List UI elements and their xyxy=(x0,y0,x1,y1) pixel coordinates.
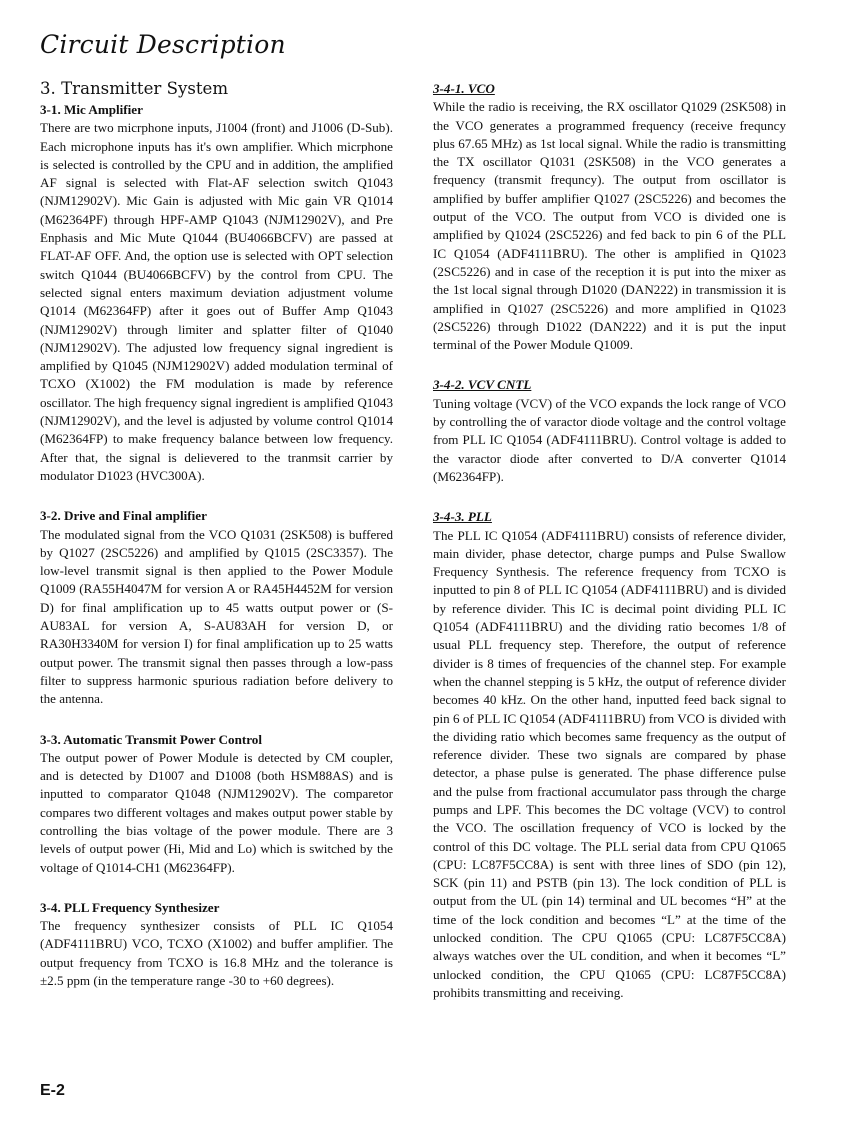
drive-final-amplifier-text: The modulated signal from the VCO Q1031 (2SK508) is buffered by Q1027 (2SC5226) and amplified by Q1015 (2SC3357). The low-level transmit signal is then applied to the Power Module Q1009 (RA55H4047M for version A or RA45H4452M for version D) for final amplification up to 45 watts output power or (S-AU83AL for version A, S-AU83AH for version D, or RA30H3340M for version I) for final amplification up to 25 watts output power. The transmit signal then passes through a low-pass filter to suppress harmonic spurious radiation before delivery to the antenna. xyxy=(40,526,393,707)
left-column xyxy=(40,78,393,990)
power-control-text: The output power of Power Module is detected by CM coupler, and is detected by D1007 and D1008 (both HSM88AS) and is inputted to comparator Q1048 (NJM12902V). The comparetor compares two different voltages and makes output power stable by controlling the bias voltage of the power module. There are 3 levels of output power (Hi, Mid and Lo) which is switched by the voltage of Q1014-CH1 (M62364FP). xyxy=(40,749,393,875)
power-control-heading: 3-3. Automatic Transmit Power Control xyxy=(40,731,262,747)
vcv-cntl-heading: 3-4-2. VCV CNTL xyxy=(433,377,532,393)
right-column xyxy=(433,80,786,1002)
vco-text: While the radio is receiving, the RX oscillator Q1029 (2SK508) in the VCO generates a programmed frequency (receive frequncy plus 67.65 MHz) as 1st local signal. While the radio is transmitting the TX oscillator Q1031 (2SK508) in the VCO generates a frequency (transmit frequncy). The output from oscillator is amplified by buffer amplifier Q1027 (2SC5226) and becomes the output of the VCO. The output from VCO is divided one is amplified by Q1024 (2SC5226) and fed back to pin 6 of the PLL IC Q1054 (ADF4111BRU). The other is amplified in Q1023 (2SC5226) and in case of the reception it is put into the mixer as the 1st local signal through D1020 (DAN222) in transmission it is amplified in Q1027 (2SC5226) and more amplified in Q1023 (2SC5226) through D1022 (DAN222) and it is put the input terminal of the Power Module Q1009. xyxy=(433,99,786,353)
vcv-cntl-text: Tuning voltage (VCV) of the VCO expands the lock range of VCO by controlling the of varactor diode voltage and the control voltage from PLL IC Q1054 (ADF4111BRU). Control voltage is added to the varactor diode after converted to D/A converter Q1014 (M62364FP). xyxy=(433,395,786,484)
mic-amplifier-text: There are two micrphone inputs, J1004 (front) and J1006 (D-Sub). Each microphone inputs has it's own amplifier. Which micrphone is selected is controlled by the CPU and in addition, the amplified AF signal is selected with Flat-AF selection switch Q1043 (NJM12902V). Mic Gain is adjusted with Mic gain VR Q1014 (M62364PF) through HPF-AMP Q1043 (NJM12902V), and Pre Enphasis and Mic Mute Q1044 (BU4066BCFV) are passed at FLAT-AF OFF. And, the option use is selected with OPT selection switch Q1044 (BU4066BCFV) by the control from CPU. The selected signal enters maximum deviation adjustment volume Q1014 (M62364FP) after it goes out of Buffer Amp Q1043 (NJM12902V) through limiter and splatter filter of Q1040 (NJM12902V). The adjusted low frequency signal ingredient is amplified by Q1045 (NJM12902V) added modulation terminal of TCXO (X1002) the FM modulation is made by reference oscillator. The high frequency signal ingredient is amplified Q1043 (NJM12902V), and the level is adjusted by volume control Q1014 (M62364FP) to make frequency balance between low frequency. After that, the signal is delievered to the tranmsit carrier by modulator D1023 (HVC300A). xyxy=(40,120,393,483)
section-title: 3. Transmitter System xyxy=(40,79,229,98)
page-title: Circuit Description xyxy=(40,30,286,59)
drive-final-amplifier-heading: 3-2. Drive and Final amplifier xyxy=(40,508,207,524)
mic-amplifier-heading: 3-1. Mic Amplifier xyxy=(40,102,143,117)
pll-synthesizer-text: The frequency synthesizer consists of PLL IC Q1054 (ADF4111BRU) VCO, TCXO (X1002) and buffer amplifier. The output frequency from TCXO is 16.8 MHz and the tolerance is ±2.5 ppm (in the temperature range -30 to +60 degrees). xyxy=(40,918,393,989)
vco-heading: 3-4-1. VCO xyxy=(433,81,495,96)
pll-text: The PLL IC Q1054 (ADF4111BRU) consists of reference divider, main divider, phase detector, charge pumps and Pulse Swallow Frequency Synthesis. The reference frequency from TCXO is inputted to pin 8 of PLL IC Q1054 (ADF4111BRU) and is divided by reference divider. This IC is decimal point dividing PLL IC Q1054 (ADF4111BRU) and the dividing ratio becomes 1/8 of usual PLL frequency step. Therefore, the output of reference divider is 8 times of frequencies of the channel step. For example when the channel stepping is 5 kHz, the output of reference divider becomes 40 kHz. On the other hand, inputted feed back signal to pin 6 of PLL IC Q1054 (ADF4111BRU) from VCO is divided with the dividing ratio which becomes same frequency as the output of reference divider. These two signals are compared by phase detector, a phase pulse is generated. The phase difference pulse and the pulse from fractional accumulator pass through the charge pumps and LPF. This becomes the DC voltage (VCV) to control the VCO. The oscillation frequency of VCO is locked by the control of this DC voltage. The PLL serial data from CPU Q1065 (CPU: LC87F5CC8A) is sent with three lines of SDO (pin 12), SCK (pin 11) and PSTB (pin 13). The lock condition of PLL is output from the UL (pin 14) terminal and UL becomes “H” at the time of the lock condition and becomes “L” at the time of the unlocked condition. The CPU Q1065 (CPU: LC87F5CC8A) always watches over the UL condition, and when it becomes “L” unlocked condition, the CPU Q1065 (CPU: LC87F5CC8A) prohibits transmitting and receiving. xyxy=(433,527,786,1000)
page-number: E-2 xyxy=(40,1082,65,1099)
pll-heading: 3-4-3. PLL xyxy=(433,509,492,525)
pll-synthesizer-heading: 3-4. PLL Frequency Synthesizer xyxy=(40,899,220,915)
